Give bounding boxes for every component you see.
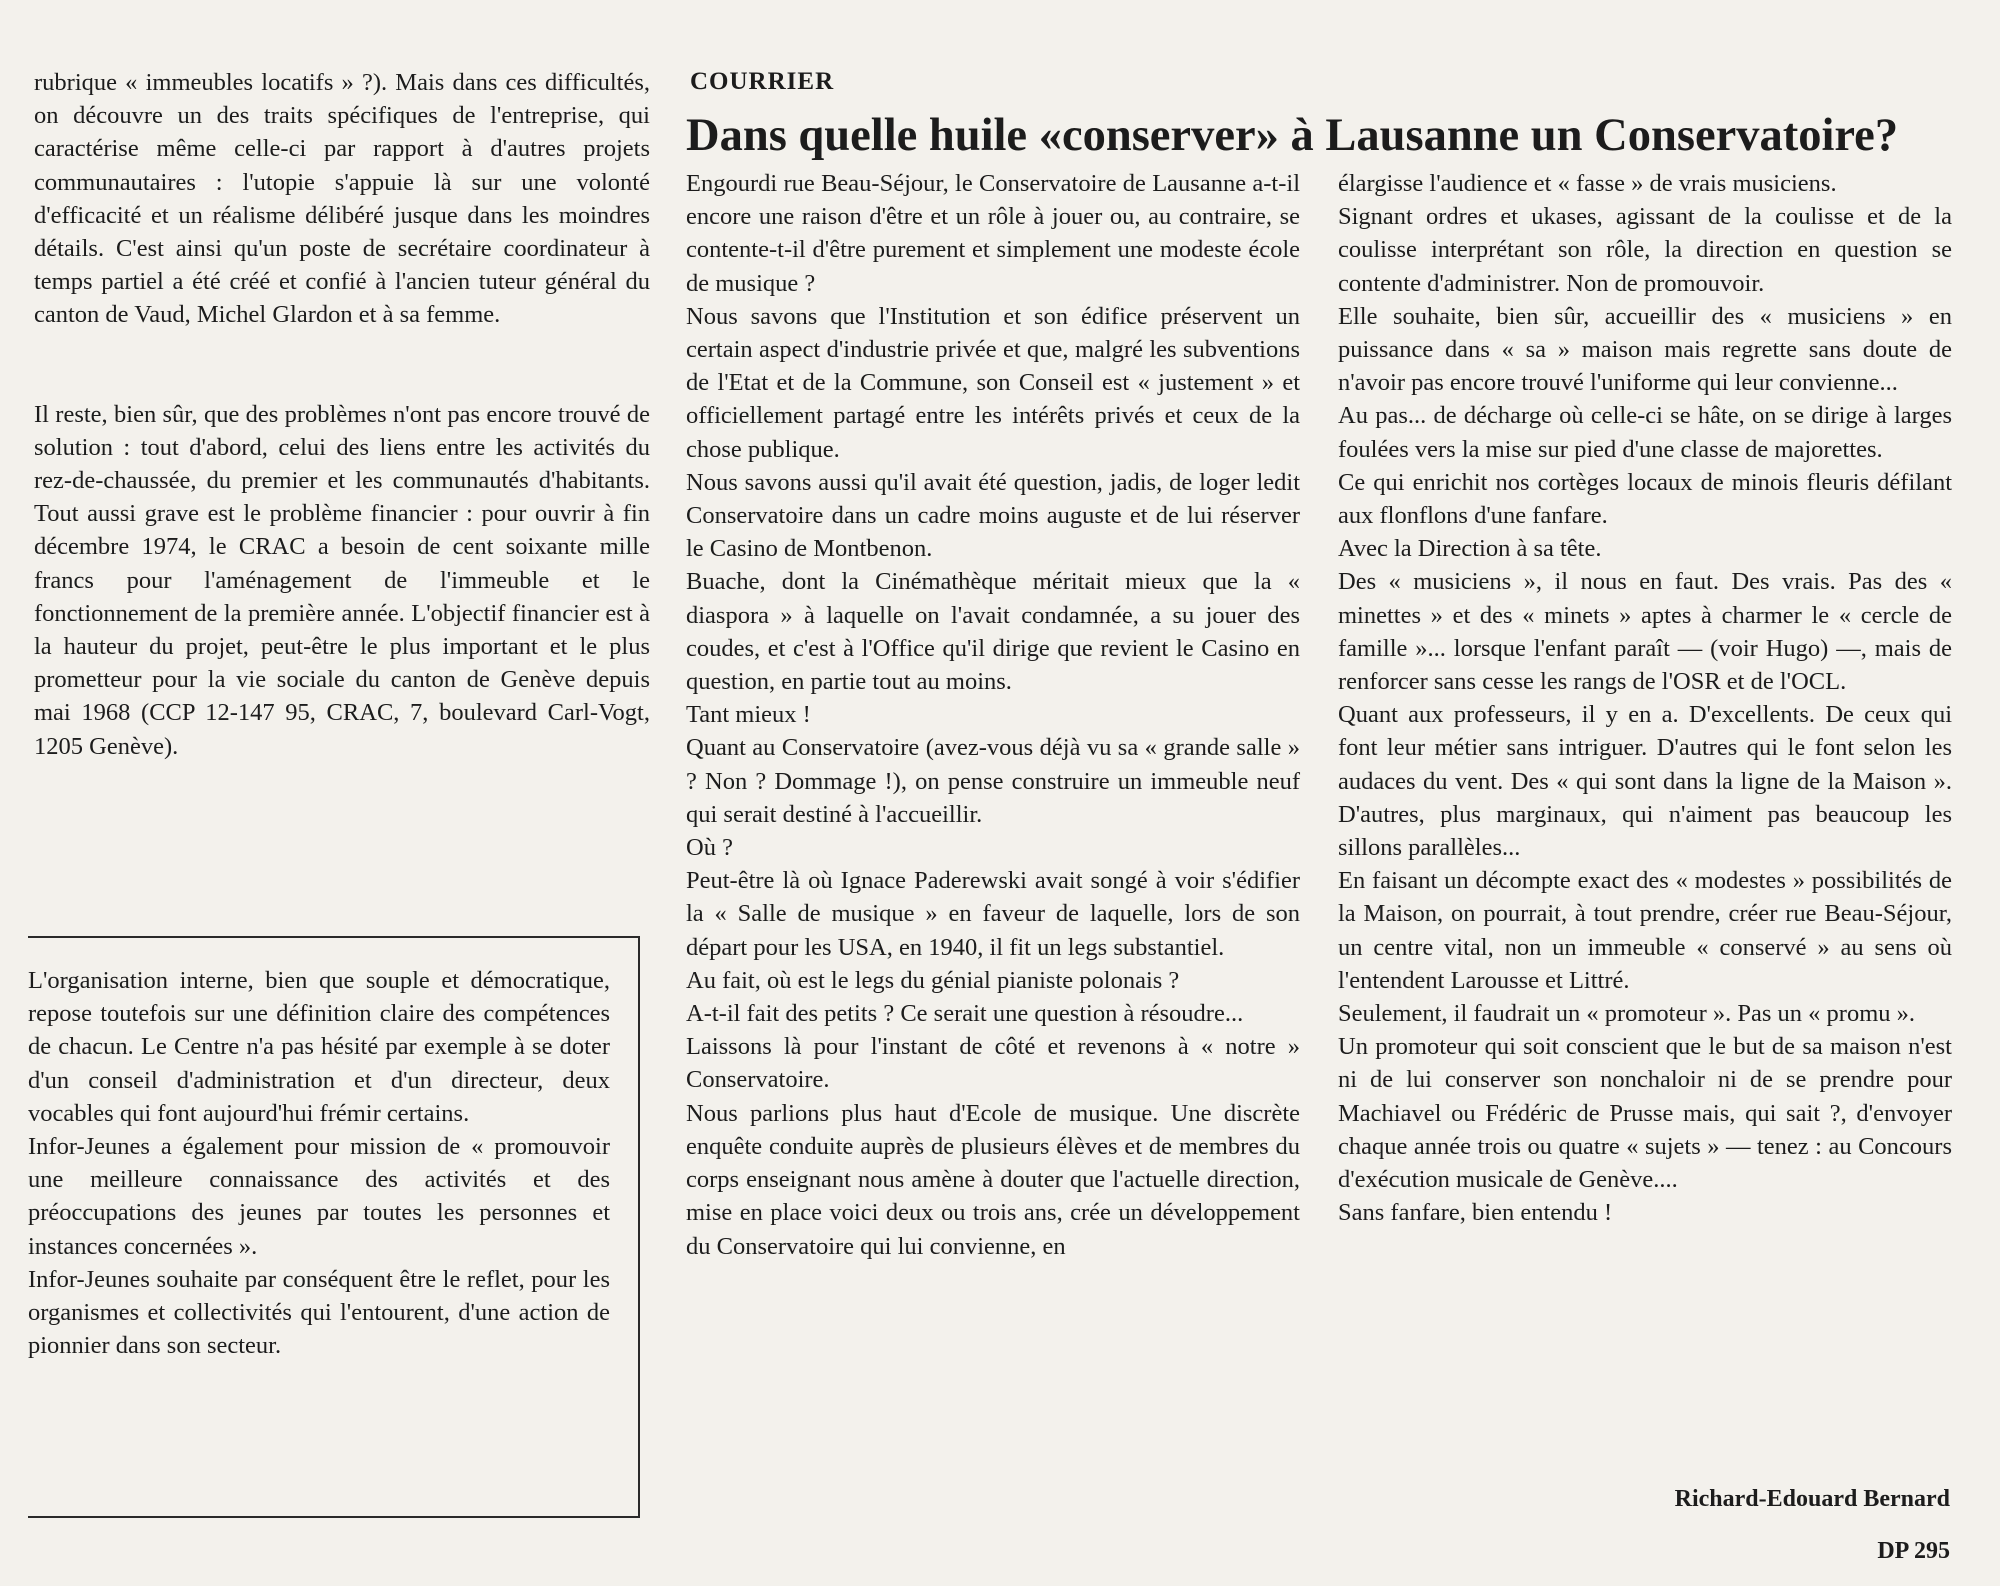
article-paragraph: Quant au Conservatoire (avez-vous déjà vu sa « grande salle » ? Non ? Dommage !), on pense construire un immeuble neuf qui serait destiné à l'accueillir. xyxy=(686,734,1300,828)
article-paragraph: Où ? xyxy=(686,834,733,862)
section-kicker: COURRIER xyxy=(690,68,835,95)
article-paragraph: Des « musiciens », il nous en faut. Des vrais. Pas des « minettes » et des « minets » aptes à charmer le « cercle de famille »... lorsque l'enfant paraît — (voir Hugo) —, mais de renforcer sans cesse les rangs de l'OSR et de l'OCL. xyxy=(1338,568,1952,696)
article-paragraph: Nous parlions plus haut d'Ecole de musique. Une discrète enquête conduite auprès de plusieurs élèves et de membres du corps enseignant nous amène à douter que l'actuelle direction, mise en place voici deux ou trois ans, crée un développement du Conservatoire qui lui convienne, en xyxy=(686,1099,1300,1260)
article-paragraph: Avec la Direction à sa tête. xyxy=(1338,535,1602,563)
article-paragraph: Engourdi rue Beau-Séjour, le Conservatoire de Lausanne a-t-il encore une raison d'être et un rôle à jouer ou, au contraire, se contente-t-il d'être purement et simplement une modeste école de musique ? xyxy=(686,170,1300,297)
article-paragraph: Quant aux professeurs, il y en a. D'excellents. De ceux qui font leur métier sans intriguer. D'autres qui le font selon les audaces du vent. Des « qui sont dans la ligne de la Maison ». D'autres, plus marginaux, qui n'aiment pas beaucoup les sillons parallèles... xyxy=(1338,701,1952,862)
article-paragraph: Un promoteur qui soit conscient que le but de sa maison n'est ni de lui conserver son nonchaloir ni de se prendre pour Machiavel ou Frédéric de Prusse mais, qui sait ?, d'envoyer chaque année trois ou quatre « sujets » — tenez : au Concours d'exécution musicale de Genève.... xyxy=(1338,1033,1952,1194)
article-paragraph: A-t-il fait des petits ? Ce serait une question à résoudre... xyxy=(686,1000,1244,1028)
article-paragraph: Sans fanfare, bien entendu ! xyxy=(1338,1199,1613,1227)
article-paragraph: Buache, dont la Cinémathèque méritait mieux que la « diaspora » à laquelle on l'avait condamnée, a su jouer des coudes, et c'est à l'Office qu'il dirige que revient le Casino en question, en partie tout au moins. xyxy=(686,568,1300,696)
left-paragraph: rubrique « immeubles locatifs » ?). Mais dans ces difficultés, on découvre un des traits spécifiques de l'entreprise, qui caractérise même celle-ci par rapport à d'autres projets communautaires : l'utopie s'appuie là sur une volonté d'efficacité et un réalisme délibéré jusque dans les moindres détails. C'est ainsi qu'un poste de secrétaire coordinateur à temps partiel a été créé et confié à l'ancien tuteur général du canton de Vaud, Michel Glardon et à sa femme. xyxy=(34,69,650,329)
article-paragraph: élargisse l'audience et « fasse » de vrais musiciens. xyxy=(1338,170,1837,197)
article-paragraph: En faisant un décompte exact des « modestes » possibilités de la Maison, on pourrait, à tout prendre, créer rue Beau-Séjour, un centre vital, non un immeuble « conservé » au sens où l'entendent Larousse et Littré. xyxy=(1338,867,1952,994)
article-paragraph: Elle souhaite, bien sûr, accueillir des « musiciens » en puissance dans « sa » maison mais regrette sans doute de n'avoir pas encore trouvé l'uniforme qui leur convienne... xyxy=(1338,302,1952,397)
article-paragraph: Nous savons que l'Institution et son édifice préservent un certain aspect d'industrie privée et que, malgré les subventions de l'Etat et de la Commune, son Conseil est « justement » et officiellement partagé entre les intérêts privés et ceux de la chose publique. xyxy=(686,302,1300,463)
article-paragraph: Au fait, où est le legs du génial pianiste polonais ? xyxy=(686,966,1180,994)
article-column-middle xyxy=(686,167,1300,1263)
article-paragraph: Tant mieux ! xyxy=(686,701,811,729)
author-signature: Richard-Edouard Bernard xyxy=(1674,1486,1950,1512)
article-paragraph: Signant ordres et ukases, agissant de la coulisse et de la coulisse interprétant son rôle, la direction en question se contente d'administrer. Non de promouvoir. xyxy=(1338,203,1952,297)
page-number: DP 295 xyxy=(1877,1538,1950,1564)
article-paragraph: Peut-être là où Ignace Paderewski avait songé à voir s'édifier la « Salle de musique » en faveur de laquelle, lors de son départ pour les USA, en 1940, il fit un legs substantiel. xyxy=(686,867,1300,961)
article-paragraph: Au pas... de décharge où celle-ci se hâte, on se dirige à larges foulées vers la mise sur pied d'une classe de majorettes. xyxy=(1338,402,1952,463)
article-paragraph: Seulement, il faudrait un « promoteur ». Pas un « promu ». xyxy=(1338,1000,1916,1028)
info-box-text xyxy=(28,964,610,1362)
box-paragraph: Infor-Jeunes souhaite par conséquent être le reflet, pour les organismes et collectivités qui l'entourent, d'une action de pionnier dans son secteur. xyxy=(28,1265,610,1360)
article-paragraph: Ce qui enrichit nos cortèges locaux de minois fleuris défilant aux flonflons d'une fanfare. xyxy=(1338,468,1952,530)
left-paragraph: Il reste, bien sûr, que des problèmes n'ont pas encore trouvé de solution : tout d'abord, celui des liens entre les activités du rez-de-chaussée, du premier et les communautés d'habitants. Tout aussi grave est le problème financier : pour ouvrir à fin décembre 1974, le CRAC a besoin de cent soixante mille francs pour l'aménagement de l'immeuble et le fonctionnement de la première année. L'objectif financier est à la hauteur du projet, peut-être le plus important et le plus prometteur pour la vie sociale du canton de Genève depuis mai 1968 (CCP 12-147 95, CRAC, 7, boulevard Carl-Vogt, 1205 Genève). xyxy=(34,400,650,760)
article-headline: Dans quelle huile «conserver» à Lausanne un Conservatoire? xyxy=(686,110,1899,161)
article-paragraph: Nous savons aussi qu'il avait été question, jadis, de loger ledit Conservatoire dans un cadre moins auguste et de lui réserver le Casino de Montbenon. xyxy=(686,468,1300,563)
left-column xyxy=(34,66,650,763)
article-paragraph: Laissons là pour l'instant de côté et revenons à « notre » Conservatoire. xyxy=(686,1033,1300,1094)
box-paragraph: L'organisation interne, bien que souple et démocratique, repose toutefois sur une définition claire des compétences de chacun. Le Centre n'a pas hésité par exemple à se doter d'un conseil d'administration et d'un directeur, deux vocables qui font aujourd'hui frémir certains. xyxy=(28,967,610,1127)
info-box xyxy=(28,936,640,1518)
box-paragraph: Infor-Jeunes a également pour mission de « promouvoir une meilleure connaissance des activités et des préoccupations des jeunes par toutes les personnes et instances concernées ». xyxy=(28,1133,610,1260)
paragraph-gap xyxy=(34,332,650,398)
article-column-right xyxy=(1338,167,1952,1230)
